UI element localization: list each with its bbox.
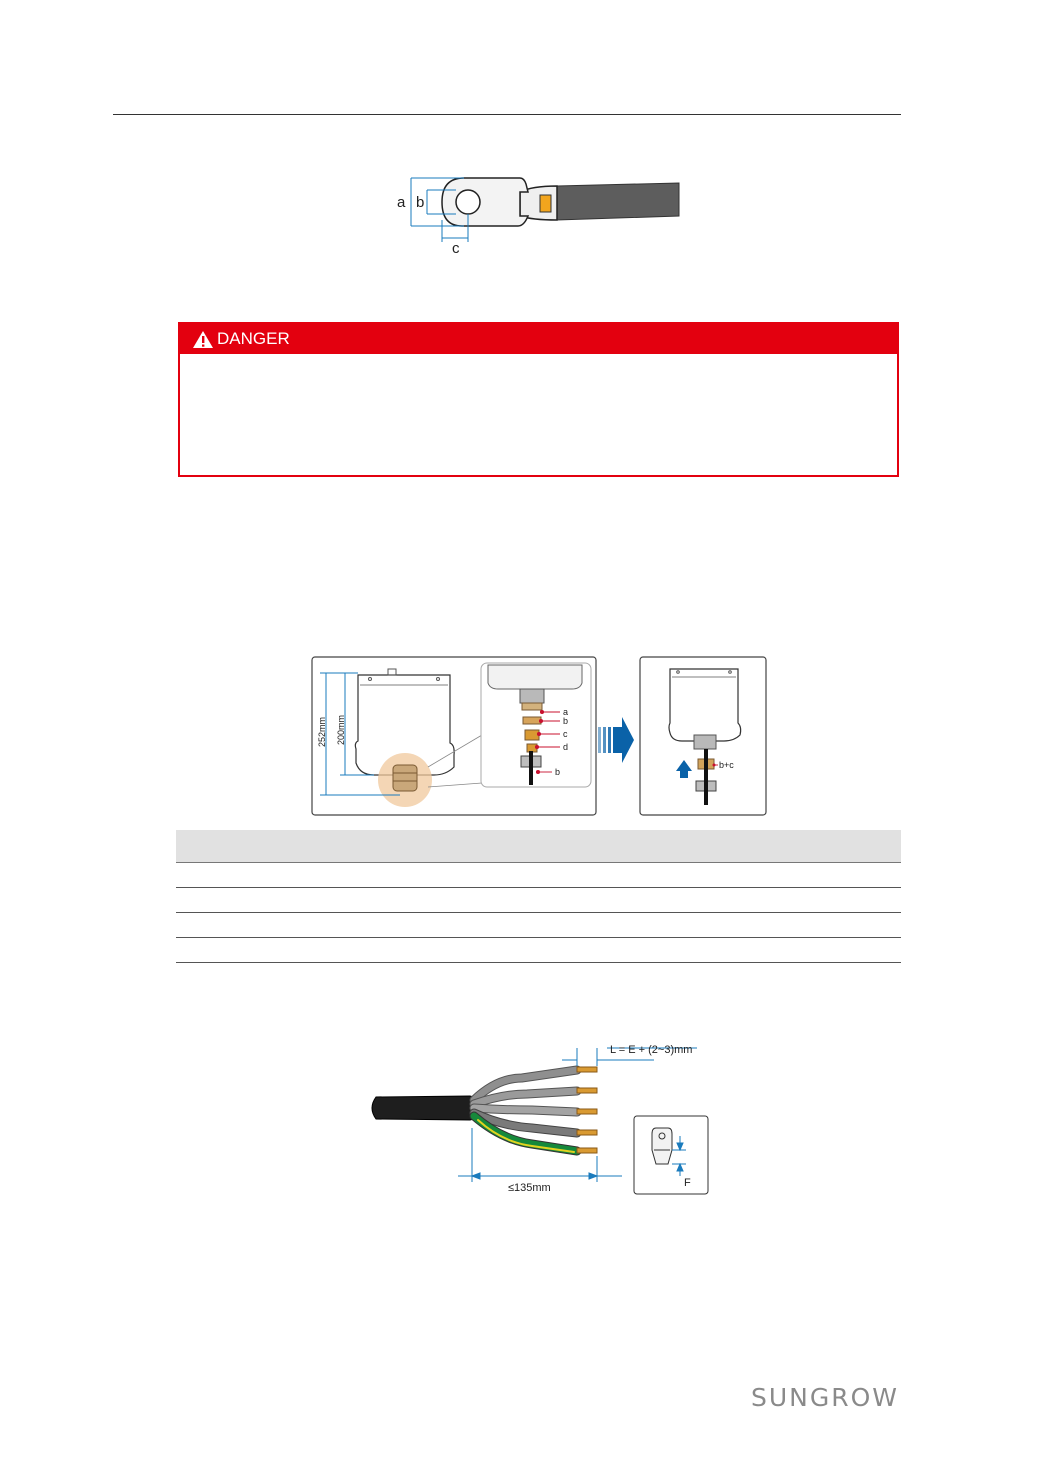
dim-label-a: a bbox=[397, 194, 406, 211]
cable-gland-figure bbox=[310, 655, 770, 819]
dim-252mm: 252mm bbox=[317, 716, 327, 747]
part-label-a: a bbox=[563, 707, 569, 717]
table-row bbox=[176, 938, 901, 963]
sungrow-logo: SUNGROW bbox=[751, 1383, 900, 1412]
table-row bbox=[176, 913, 901, 938]
part-label-d: d bbox=[563, 742, 569, 752]
cable-lug-figure bbox=[392, 170, 692, 260]
arrow-right-icon bbox=[598, 717, 634, 763]
part-label-b-plus-c: b+c bbox=[719, 760, 734, 770]
danger-header bbox=[180, 324, 897, 354]
table-row bbox=[176, 888, 901, 913]
dim-label-b: b bbox=[416, 194, 425, 211]
table-row bbox=[176, 863, 901, 888]
f-label: F bbox=[684, 1177, 691, 1189]
strip-length-label: ≤135mm bbox=[508, 1182, 551, 1194]
length-label: L = E + (2~3)mm bbox=[610, 1044, 693, 1056]
part-label-c: c bbox=[563, 729, 568, 739]
danger-title: DANGER bbox=[217, 329, 290, 348]
table-header bbox=[176, 830, 901, 863]
dim-label-c: c bbox=[452, 240, 460, 257]
header-rule bbox=[113, 114, 901, 115]
part-label-b: b bbox=[563, 716, 569, 726]
danger-box bbox=[178, 322, 899, 477]
dim-200mm: 200mm bbox=[336, 714, 346, 745]
warning-triangle-icon bbox=[192, 330, 214, 349]
stripped-cable-figure bbox=[362, 1036, 714, 1200]
part-label-b-lower: b bbox=[555, 767, 561, 777]
